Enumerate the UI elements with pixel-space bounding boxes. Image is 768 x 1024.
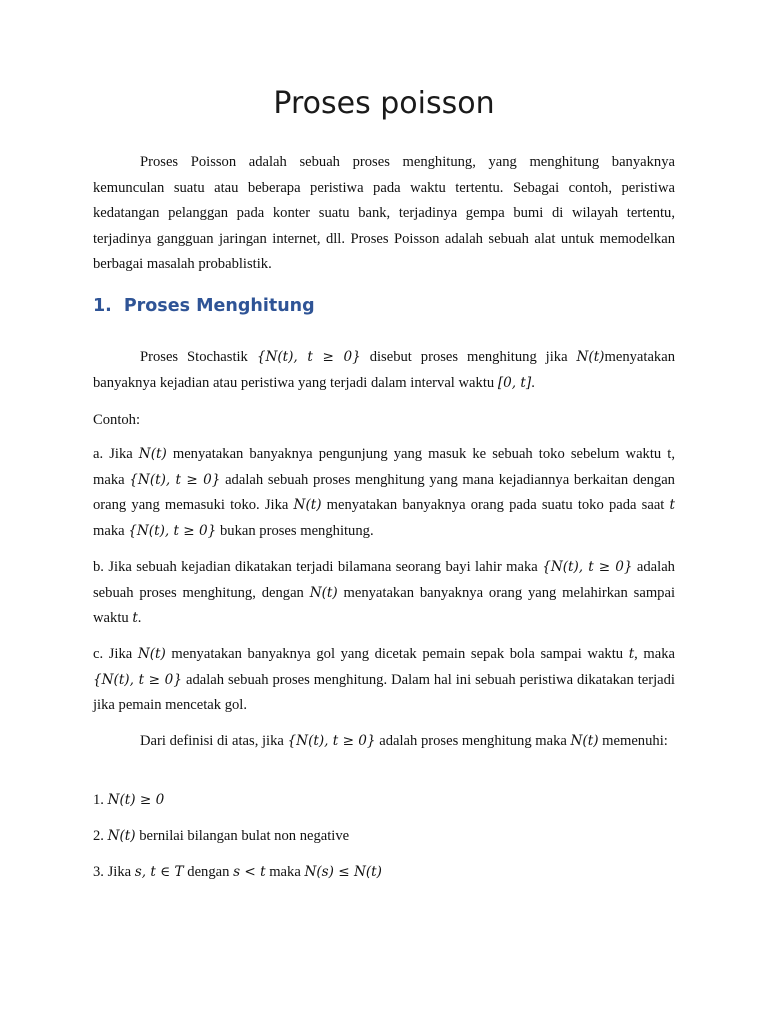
math-expression: N(t) xyxy=(570,733,599,749)
math-expression: N(t) xyxy=(309,584,338,601)
example-b-paragraph xyxy=(93,555,675,632)
intro-paragraph: Proses Poisson adalah sebuah proses menghitung, yang menghitung banyaknya kemunculan suatu atau beberapa peristiwa pada waktu tertentu. Sebagai contoh, peristiwa kedatangan pelanggan pada konter suatu bank, terjadinya gempa bumi di wilayah tertentu, terjadinya gangguan jaringan internet, dll. Proses Poisson adalah sebuah alat untuk memodelkan berbagai masalah probablistik. xyxy=(93,154,675,272)
example-a-paragraph xyxy=(93,442,675,544)
math-expression: {N(t), t ≥ 0} xyxy=(93,671,182,688)
section-heading xyxy=(93,296,315,316)
text-run: . xyxy=(137,610,142,626)
text-run: 2. xyxy=(93,828,108,844)
text-run: adalah proses menghitung maka xyxy=(375,733,571,749)
contoh-label: Contoh: xyxy=(93,412,141,428)
math-expression: N(s) ≤ N(t) xyxy=(304,864,382,880)
example-c-paragraph xyxy=(93,642,675,719)
text-run: memenuhi: xyxy=(598,733,668,749)
section-number: 1. xyxy=(93,296,112,316)
text-run: maka xyxy=(265,864,305,880)
math-expression: N(t) xyxy=(293,497,322,513)
math-expression: N(t) xyxy=(576,349,605,365)
math-expression: s, t ∈ T xyxy=(134,864,184,880)
text-run: menyatakan banyaknya orang pada suatu toko pada saat xyxy=(321,497,670,513)
text-run: b. Jika sebuah kejadian dikatakan terjadi bilamana seorang bayi lahir maka xyxy=(93,559,543,575)
property-item-3 xyxy=(93,860,675,886)
text-run: , maka xyxy=(634,646,676,662)
math-expression: {N(t), t ≥ 0} xyxy=(129,471,221,488)
text-run: maka xyxy=(93,522,129,539)
math-expression: {N(t), t ≥ 0} xyxy=(542,559,633,575)
property-item-2 xyxy=(93,824,675,850)
definition-paragraph xyxy=(93,345,675,396)
text-run: 1. xyxy=(93,792,108,808)
text-run: adalah sebuah proses menghitung. Dalam hal ini sebuah peristiwa dikatakan terjadi jika pemain mencetak gol. xyxy=(93,671,675,713)
math-expression: N(t) xyxy=(138,446,167,462)
math-expression: s < t xyxy=(233,864,266,880)
math-expression: {N(t), t ≥ 0} xyxy=(256,349,361,365)
text-run: . xyxy=(531,374,535,391)
math-expression: t xyxy=(628,646,635,662)
text-run: c. Jika xyxy=(93,646,138,662)
math-expression: N(t) xyxy=(137,646,166,662)
text-run: a. Jika xyxy=(93,446,139,462)
math-expression: {N(t), t ≥ 0} xyxy=(287,733,376,749)
text-run: Proses Stochastik xyxy=(140,349,257,365)
math-expression: [0, t] xyxy=(497,374,532,391)
text-run: bernilai bilangan bulat non negative xyxy=(135,828,350,844)
text-run: adalah sebuah proses menghitung, dengan xyxy=(93,559,675,601)
text-run: menyatakan banyaknya gol yang dicetak pemain sepak bola sampai waktu xyxy=(165,646,629,662)
math-expression: {N(t), t ≥ 0} xyxy=(128,522,217,539)
text-run: menyatakan banyaknya kejadian atau peristiwa yang terjadi dalam interval waktu xyxy=(93,349,675,391)
text-run: 3. Jika xyxy=(93,864,135,880)
text-run: menyatakan banyaknya orang yang melahirkan sampai waktu xyxy=(93,584,675,626)
text-run: bukan proses menghitung. xyxy=(216,522,374,539)
math-expression: t xyxy=(132,610,138,626)
math-expression: N(t) xyxy=(107,828,136,844)
text-run: dengan xyxy=(183,864,234,880)
document-title: Proses poisson xyxy=(273,86,495,121)
math-expression: t xyxy=(669,497,675,513)
text-run: Dari definisi di atas, jika xyxy=(140,733,288,749)
conclusion-paragraph xyxy=(93,729,675,755)
text-run: menyatakan banyaknya pengunjung yang masuk ke sebuah toko sebelum waktu t, maka xyxy=(93,446,675,488)
section-title: Proses Menghitung xyxy=(123,296,315,316)
math-expression: N(t) ≥ 0 xyxy=(107,792,165,808)
property-item-1 xyxy=(93,788,675,814)
text-run: disebut proses menghitung jika xyxy=(360,349,577,365)
text-run: adalah sebuah proses menghitung yang mana kejadiannya berkaitan dengan orang yang memasuki toko. Jika xyxy=(93,471,675,513)
